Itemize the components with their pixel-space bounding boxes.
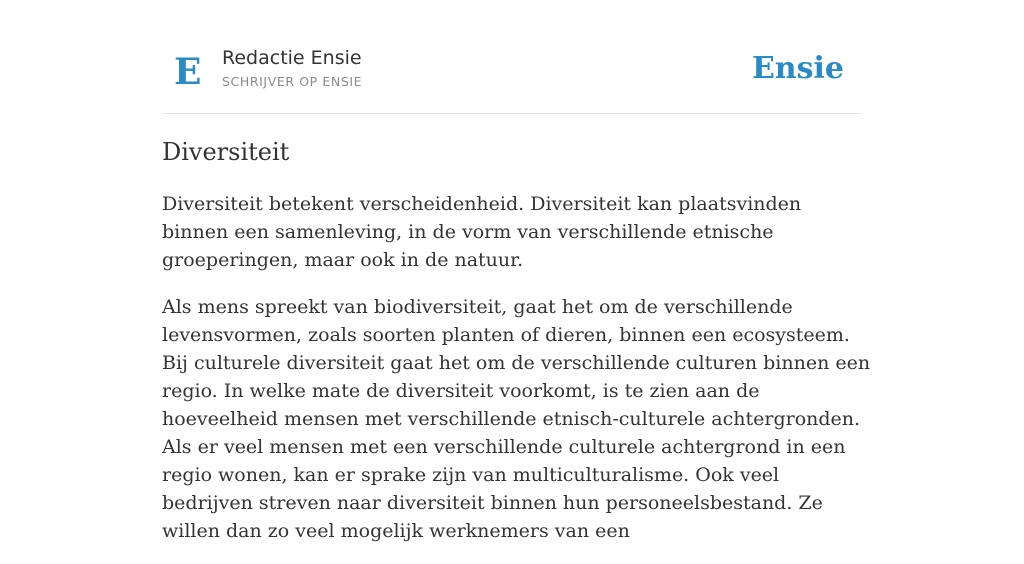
author-header	[162, 0, 862, 114]
article-body	[162, 190, 872, 564]
author-name-link[interactable]: Redactie Ensie	[222, 47, 362, 69]
article-title: Diversiteit	[162, 138, 290, 166]
article-paragraph: Diversiteit betekent verscheidenheid. Diversiteit kan plaatsvinden binnen een samenleving, in de vorm van verschillende etnische groeperingen, maar ook in de natuur.	[162, 193, 802, 271]
author-logo-icon[interactable]: E	[174, 51, 202, 93]
page-container	[162, 0, 871, 542]
article-paragraph: Als mens spreekt van biodiversiteit, gaat het om de verschillende levensvormen, zoals soorten planten of dieren, binnen een ecosysteem. Bij culturele diversiteit gaat het om de verschillende culturen binnen een regio. In welke mate de diversiteit voorkomt, is te zien aan de hoeveelheid mensen met verschillende etnisch-culturele achtergronden. Als er veel mensen met een verschillende culturele achtergrond in een regio wonen, kan er sprake zijn van multiculturalisme. Ook veel bedrijven streven naar diversiteit binnen hun personeelsbestand. Ze willen dan zo veel mogelijk werknemers van een	[162, 296, 871, 542]
ensie-logo-link[interactable]: Ensie	[751, 51, 844, 86]
author-role-label: SCHRIJVER OP ENSIE	[222, 74, 363, 89]
